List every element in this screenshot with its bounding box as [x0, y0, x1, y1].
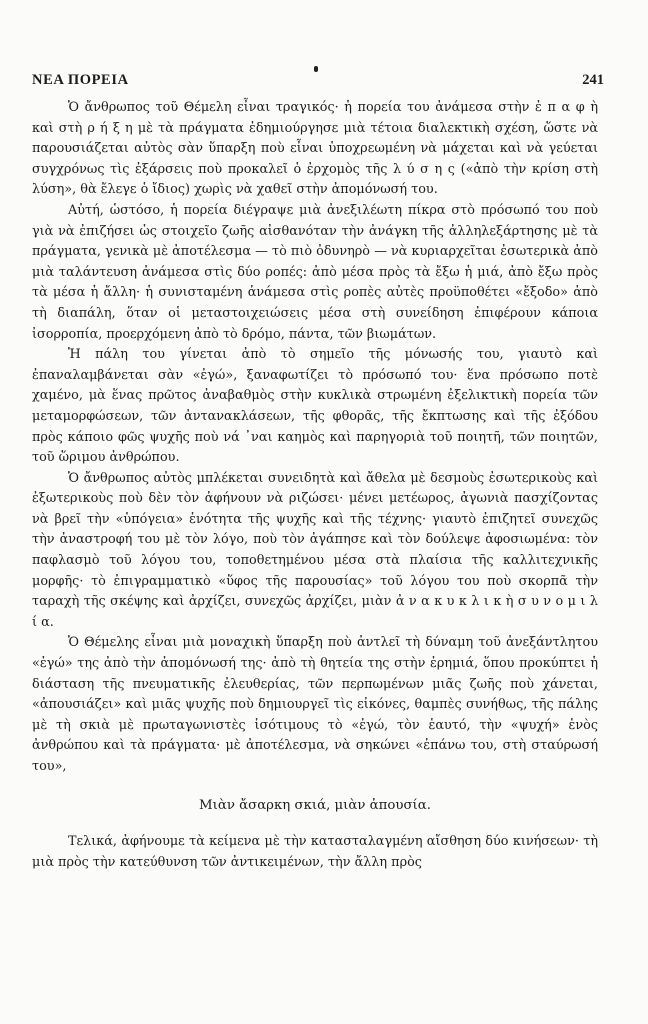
- page-number: 241: [582, 72, 604, 88]
- paragraph-3: Ἡ πάλη του γίνεται ἀπὸ τὸ σημεῖο τῆς μόνωσής του, γιαυτὸ καὶ ἐπαναλαμβάνεται σὰν «ἐγώ», ξαναφωτίζει τὸ πρόσωπό του· ἕνα πρόσωπο ποτὲ χαμένο, μὰ ἕνας πρῶτος ἀναβαθμὸς στὴν κυκλικὰ στρωμένη ἐξελικτικὴ πορεία τῶν μεταμορφώσεων, τῶν ἀντανακλάσεων, τῆς φθορᾶς, τῆς ἔκπτωσης καὶ τῆς ἐξόδου πρὸς κάποιο φῶς ψυχῆς ποὺ νά ᾽ναι καημὸς καὶ παρηγοριὰ τοῦ ποιητῆ, τῶν ποιητῶν, τοῦ ὥριμου ἀνθρώπου.: [32, 347, 598, 466]
- paragraph-2: Αὐτή, ὡστόσο, ἡ πορεία διέγραψε μιὰ ἀνεξιλέωτη πίκρα στὸ πρόσωπό του ποὺ γιὰ νὰ ἐπιζήσει ὡς στοιχεῖο ζωῆς αἰσθανόταν τὴν ἀνάγκη τῆς ἀλληλεξάρτησης μὲ τὰ πράγματα, γενικὰ μὲ ἀποτέλεσμα — τὸ πιὸ ὀδυνηρὸ — νὰ κυριαρχεῖται ἐσωτερικὰ ἀπὸ μιὰ ταλάντευση ἀνάμεσα στὶς δύο ροπές: ἀπὸ μέσα πρὸς τὰ ἔξω ἡ μιά, ἀπὸ ἔξω πρὸς τὰ μέσα ἡ ἄλλη· ἡ συνισταμένη ἀνάμεσα στὶς ροπὲς αὐτὲς προϋποθέτει «ἔξοδο» ἀπὸ τὴ διαπάλη, ὅταν οἱ μεταστοιχειώσεις μέσα στὴ συνείδηση ἐπιφέρουν κάποια ἰσορροπία, προερχόμενη ἀπὸ τὸ δρόμο, πάντα, τῶν βιωμάτων.: [32, 202, 598, 342]
- quoted-verse: Μιὰν ἄσαρκη σκιά, μιὰν ἀπουσία.: [199, 797, 431, 813]
- paragraph-5: Ὁ Θέμελης εἶναι μιὰ μοναχικὴ ὕπαρξη ποὺ ἀντλεῖ τὴ δύναμη τοῦ ἀνεξάντλητου «ἐγώ» της ἀπὸ τὴν ἀπομόνωσή της· ἀπὸ τὴ θητεία της στὴν ἐρημιά, ὅπου προκύπτει ἡ διάσταση τῆς πνευματικῆς ἐλευθερίας, τῶν περπωμένων μιᾶς ζωῆς ποὺ χάνεται, «ἀπουσιάζει» καὶ μιᾶς ψυχῆς ποὺ δημιουργεῖ τὶς εἰκόνες, θαμπὲς συνήθως, τῆς πάλης μὲ τὴ σκιὰ μὲ πρωταγωνιστὲς ἰσότιμους τὸ «ἐγώ, τὸν ἑαυτό, τὴν «ψυχή» ἑνὸς ἀνθρώπου καὶ τὰ πράγματα· μὲ ἀποτέλεσμα, νὰ σηκώνει «ἐπάνω του, στὴ σταύρωσή του»,: [32, 635, 598, 774]
- running-header: [32, 72, 604, 94]
- closing-paragraph: Τελικά, ἀφήνουμε τὰ κείμενα μὲ τὴν κατασταλαγμένη αἴσθηση δύο κινήσεων· τὴ μιὰ πρὸς τὴν κατεύθυνση τῶν ἀντικειμένων, τὴν ἄλλη πρὸς: [32, 834, 598, 870]
- paragraph-1: Ὁ ἄνθρωπος τοῦ Θέμελη εἶναι τραγικός· ἡ πορεία του ἀνάμεσα στὴν ἐ π α φ ὴ καὶ στὴ ρ ή ξ η μὲ τὰ πράγματα ἐδημιούργησε μιὰ τέτοια διαλεκτικὴ σχέση, ὥστε νὰ παρουσιάζεται αὐτὸς σὰν ὕπαρξη ποὺ εἶναι ὑποχρεωμένη νὰ μάχεται καὶ νὰ γεύεται συγχρόνως τὶς ἐξάρσεις ποὺ προκαλεῖ ὁ ἐρχομὸς τῆς λ ύ σ η ς («ἀπὸ τὴν κρίση στὴ λύση», θὰ ἔλεγε ὁ ἴδιος) χωρὶς νὰ χαθεῖ στὴν ἀπομόνωσή του.: [32, 100, 598, 198]
- paragraph-4: Ὁ ἄνθρωπος αὐτὸς μπλέκεται συνειδητὰ καὶ ἄθελα μὲ δεσμοὺς ἐσωτερικοὺς καὶ ἐξωτερικοὺς ποὺ δὲν τὸν ἀφήνουν νὰ ριζώσει· μένει μετέωρος, ἀγωνιὰ πασχίζοντας νὰ βρεῖ τὴν «ὑπόγεια» ἑνότητα τῆς ψυχῆς καὶ τῆς τέχνης· γιαυτὸ ἐπιζητεῖ συνεχῶς τὴν ἀναστροφή του μὲ τὸν λόγο, ποὺ τὸν ἀγάπησε καὶ τὸν δούλεψε ἀφοσιωμένα: τὸν παφλασμὸ τοῦ λόγου του, τοποθετημένου μέσα στὰ πλαίσια τῆς καλλιτεχνικῆς μορφῆς· τὸ ἐπιγραμματικὸ «ὕφος τῆς παρουσίας» τοῦ λόγου του ποὺ σκορπᾶ τὴν ταραχὴ τῆς σκέψης καὶ ἀρχίζει, συνεχῶς ἀρχίζει, μιὰν ἀ ν α κ υ κ λ ι κ ὴ σ υ ν ο μ ι λ ί α.: [32, 470, 598, 630]
- article-body: [32, 98, 598, 873]
- journal-title: ΝΕΑ ΠΟΡΕΙΑ: [32, 72, 129, 88]
